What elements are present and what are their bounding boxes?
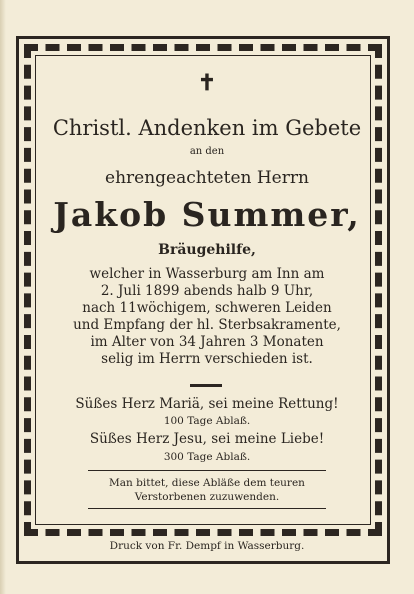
prayer-jesus: Süßes Herz Jesu, sei meine Liebe! — [89, 431, 325, 447]
heading-remembrance: Christl. Andenken im Gebete — [52, 116, 362, 140]
indulgence-mary: 100 Tage Ablaß. — [163, 415, 251, 427]
body-line: nach 11wöchigem, schweren Leiden — [82, 300, 332, 316]
body-line: und Empfang der hl. Sterbsakramente, — [73, 317, 341, 333]
heading-honorific: ehrengeachteten Herrn — [105, 168, 309, 188]
rule-bottom — [88, 508, 326, 509]
rule-top — [88, 470, 326, 471]
body-line: 2. Juli 1899 abends halb 9 Uhr, — [100, 283, 314, 299]
deceased-name: Jakob Summer, — [53, 195, 361, 234]
body-line: im Alter von 34 Jahren 3 Monaten — [90, 334, 324, 350]
indulgence-jesus: 300 Tage Ablaß. — [163, 451, 251, 463]
cross-icon: ✝ — [197, 70, 217, 96]
note-line-2: Verstorbenen zuzuwenden. — [134, 491, 280, 503]
ornamental-divider — [190, 384, 222, 387]
note-line-1: Man bittet, diese Abläße dem teuren — [109, 477, 305, 489]
heading-an-den: an den — [189, 146, 225, 157]
prayer-mary: Süßes Herz Mariä, sei meine Rettung! — [75, 396, 339, 412]
body-line: welcher in Wasserburg am Inn am — [89, 266, 325, 282]
printer-imprint: Druck von Fr. Dempf in Wasserburg. — [109, 540, 305, 552]
deceased-occupation: Bräugehilfe, — [158, 242, 256, 258]
body-line: selig im Herrn verschieden ist. — [101, 351, 313, 367]
